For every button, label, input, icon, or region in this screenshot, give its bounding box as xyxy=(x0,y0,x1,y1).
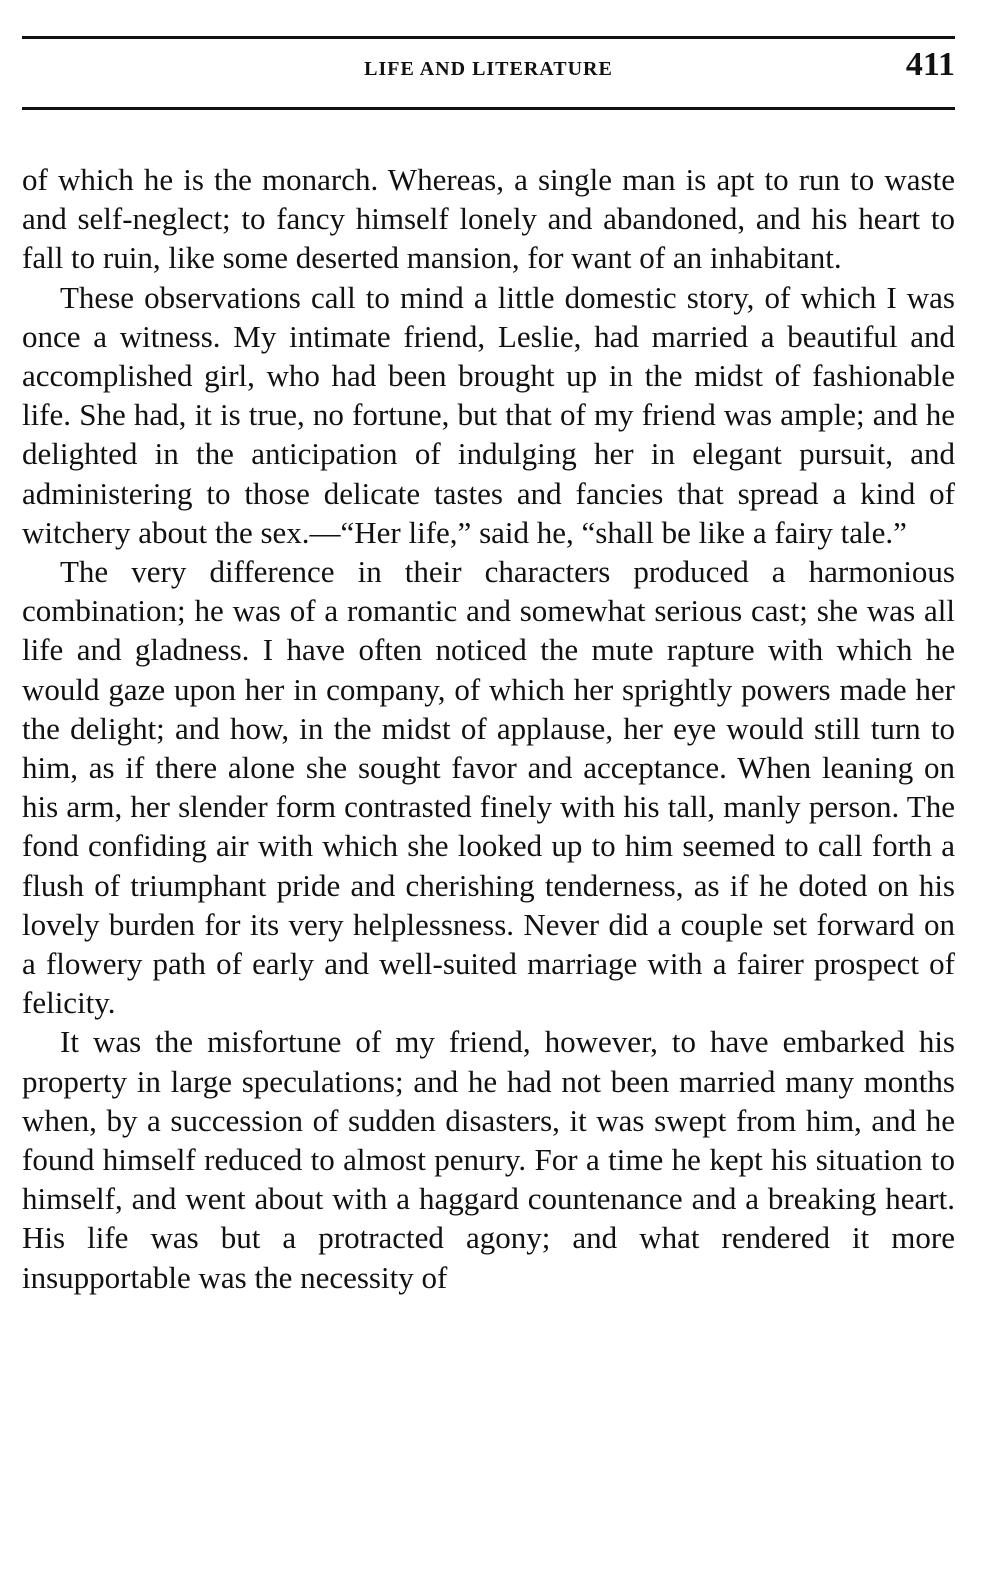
header-rule-bottom xyxy=(22,107,955,110)
page-number: 411 xyxy=(905,46,955,83)
paragraph: It was the misfortune of my friend, however, to have embarked his property in large speculations; and he had not been married many months when, by a succession of sudden disasters, it was swept from him, and he found himself reduced to almost penury. For a time he kept his situation to himself, and went about with a haggard countenance and a breaking heart. His life was but a protracted agony; and what rendered it more insupportable was the necessity of xyxy=(22,1024,955,1295)
body-text xyxy=(22,160,955,1297)
paragraph: The very difference in their characters produced a harmonious combination; he was of a romantic and somewhat serious cast; she was all life and gladness. I have often noticed the mute rapture with which he would gaze upon her in company, of which her sprightly powers made her the delight; and how, in the midst of applause, her eye would still turn to him, as if there alone she sought favor and acceptance. When leaning on his arm, her slender form contrasted finely with his tall, manly person. The fond confiding air with which she looked up to him seemed to call forth a flush of triumphant pride and cherishing tenderness, as if he doted on his lovely burden for its very helplessness. Never did a couple set forward on a flowery path of early and well-suited marriage with a fairer prospect of felicity. xyxy=(22,554,955,1021)
paragraph: These observations call to mind a little domestic story, of which I was once a witness. My intimate friend, Leslie, had married a beautiful and accomplished girl, who had been brought up in the midst of fashionable life. She had, it is true, no fortune, but that of my friend was ample; and he delighted in the anticipation of indulging her in elegant pursuit, and administering to those delicate tastes and fancies that spread a kind of witchery about the sex.—“Her life,” said he, “shall be like a fairy tale.” xyxy=(22,279,955,550)
paragraph-continued: of which he is the monarch. Whereas, a single man is apt to run to waste and self-neglect; to fancy himself lonely and abandoned, and his heart to fall to ruin, like some deserted mansion, for want of an inhabitant. xyxy=(22,162,955,276)
book-page xyxy=(22,0,955,1570)
header-rule-top xyxy=(22,36,955,39)
running-title: LIFE AND LITERATURE xyxy=(364,58,613,80)
